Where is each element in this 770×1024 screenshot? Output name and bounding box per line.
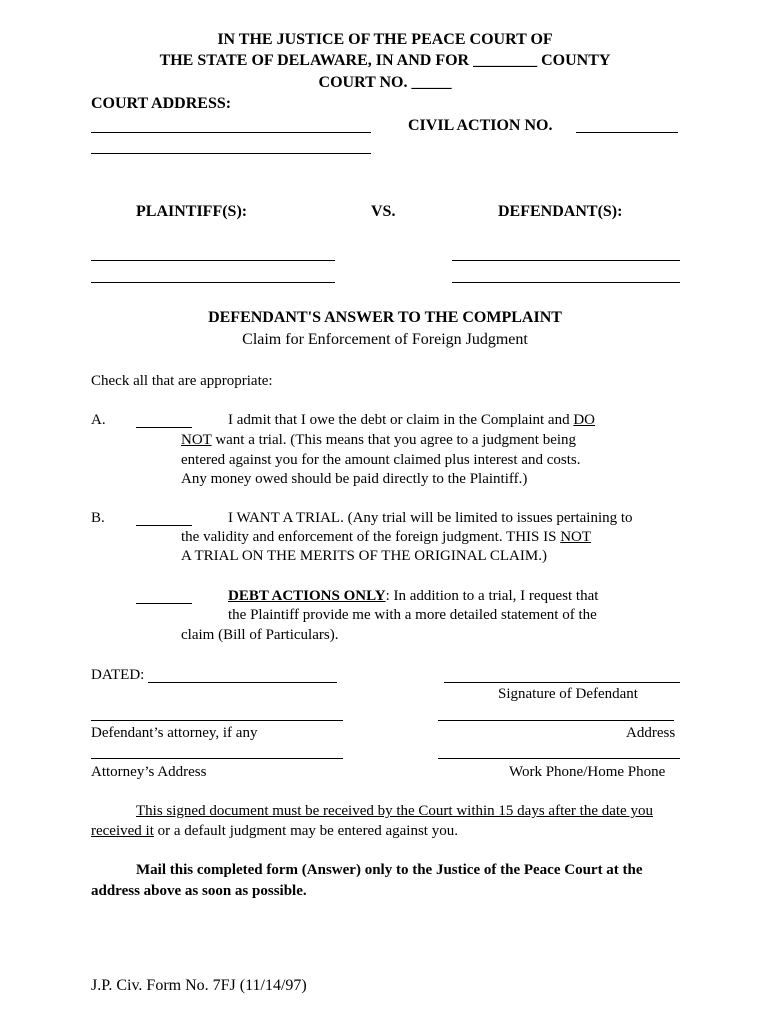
- defendant-label: DEFENDANT(S):: [498, 203, 623, 220]
- attorney-line[interactable]: [91, 720, 343, 721]
- debt-actions-line2: the Plaintiff provide me with a more detailed statement of the: [228, 607, 597, 623]
- signature-label: Signature of Defendant: [498, 686, 638, 702]
- debt-actions-line3: claim (Bill of Particulars).: [181, 627, 339, 643]
- option-a-letter: A.: [91, 412, 106, 428]
- dated-line[interactable]: [148, 682, 337, 683]
- debt-actions-checkbox-line[interactable]: [136, 603, 192, 604]
- signature-line[interactable]: [444, 682, 680, 683]
- plaintiff-line-1[interactable]: [91, 260, 335, 261]
- form-subtitle: Claim for Enforcement of Foreign Judgment: [242, 331, 528, 348]
- court-number: COURT NO. _____: [318, 74, 452, 91]
- vs-label: VS.: [371, 203, 396, 220]
- form-number-footer: J.P. Civ. Form No. 7FJ (11/14/97): [91, 977, 307, 994]
- mail-instruction-line2: address above as soon as possible.: [91, 883, 307, 899]
- court-address-line-2[interactable]: [91, 153, 371, 154]
- option-a-line3: entered against you for the amount claimed plus interest and costs.: [181, 452, 581, 468]
- debt-actions-line1: DEBT ACTIONS ONLY: In addition to a trial, I request that: [228, 588, 599, 604]
- defendant-line-2[interactable]: [452, 282, 680, 283]
- attorney-address-label: Attorney’s Address: [91, 764, 207, 780]
- civil-action-label: CIVIL ACTION NO.: [408, 117, 553, 134]
- defendant-line-1[interactable]: [452, 260, 680, 261]
- form-title: DEFENDANT'S ANSWER TO THE COMPLAINT: [208, 309, 562, 326]
- plaintiff-line-2[interactable]: [91, 282, 335, 283]
- instruction-text: Check all that are appropriate:: [91, 373, 273, 389]
- option-a-line2: NOT want a trial. (This means that you agree to a judgment being: [181, 432, 577, 448]
- phone-label: Work Phone/Home Phone: [509, 764, 666, 780]
- notice-line2: received it or a default judgment may be entered against you.: [91, 823, 458, 839]
- address-line[interactable]: [438, 720, 674, 721]
- attorney-label: Defendant’s attorney, if any: [91, 725, 258, 741]
- option-a-checkbox-line[interactable]: [136, 427, 192, 428]
- phone-line[interactable]: [438, 758, 680, 759]
- plaintiff-label: PLAINTIFF(S):: [136, 203, 248, 220]
- option-a-line1: I admit that I owe the debt or claim in the Complaint and DO: [228, 412, 596, 428]
- civil-action-number-line[interactable]: [576, 132, 678, 133]
- court-address-line-1[interactable]: [91, 132, 371, 133]
- option-b-letter: B.: [91, 510, 105, 526]
- notice-line1: This signed document must be received by the Court within 15 days after the date you: [136, 803, 653, 819]
- court-header-line2: THE STATE OF DELAWARE, IN AND FOR ________ COUNTY: [159, 52, 611, 69]
- mail-instruction-line1: Mail this completed form (Answer) only to the Justice of the Peace Court at the: [136, 862, 643, 878]
- option-b-line1: I WANT A TRIAL. (Any trial will be limited to issues pertaining to: [228, 510, 633, 526]
- court-address-label: COURT ADDRESS:: [91, 95, 232, 112]
- option-a-line4: Any money owed should be paid directly to the Plaintiff.): [181, 471, 528, 487]
- address-label: Address: [626, 725, 676, 741]
- option-b-line3: A TRIAL ON THE MERITS OF THE ORIGINAL CLAIM.): [181, 548, 547, 564]
- court-header-line1: IN THE JUSTICE OF THE PEACE COURT OF: [217, 31, 553, 48]
- dated-label: DATED:: [91, 667, 145, 683]
- option-b-checkbox-line[interactable]: [136, 525, 192, 526]
- attorney-address-line[interactable]: [91, 758, 343, 759]
- option-b-line2: the validity and enforcement of the foreign judgment. THIS IS NOT: [181, 529, 592, 545]
